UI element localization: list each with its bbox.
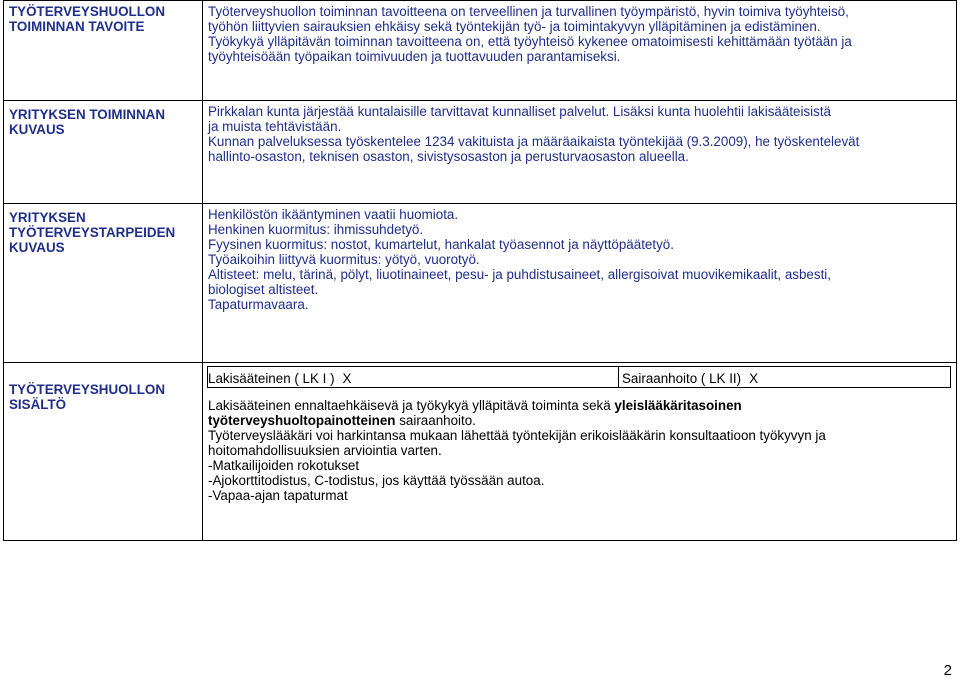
body-line: Työterveyshuollon toiminnan tavoitteena on terveellinen ja turvallinen työympäristö, hyvin toimiva työyhteisö, <box>208 4 849 19</box>
service-class-grid <box>207 366 951 388</box>
body-line: työhön liittyvien sairauksien ehkäisy sekä työntekijän työ- ja toimintakyvyn ylläpitäminen ja edistäminen. <box>208 19 821 34</box>
section-body <box>203 363 957 541</box>
heading-line: TOIMINNAN TAVOITE <box>9 19 145 34</box>
body-line: biologiset altisteet. <box>208 282 319 297</box>
section-body <box>203 1 957 101</box>
heading-line: SISÄLTÖ <box>9 397 67 412</box>
heading-line: KUVAUS <box>9 240 65 255</box>
body-line: Työkykyä ylläpitävän toiminnan tavoitteena on, että työyhteisö kykenee omatoimisesti kehittämään työtään ja <box>208 34 852 49</box>
body-line: Fyysinen kuormitus: nostot, kumartelut, hankalat työasennot ja näyttöpäätetyö. <box>208 237 674 252</box>
body-line: Pirkkalan kunta järjestää kuntalaisille tarvittavat kunnalliset palvelut. Lisäksi kunta huolehtii lakisääteisistä <box>208 104 831 119</box>
lk1-label: Lakisääteinen ( LK I ) <box>208 371 335 386</box>
body-line: Työterveyslääkäri voi harkintansa mukaan lähettää työntekijän erikoislääkärin konsultaatioon työkyvyn ja <box>208 428 826 443</box>
heading-line: TYÖTERVEYSHUOLLON <box>9 382 165 397</box>
body-line: ja muista tehtävistään. <box>208 119 342 134</box>
emphasis-text: yleislääkäritasoinen <box>614 398 742 413</box>
table-row <box>4 101 957 204</box>
body-line: Henkinen kuormitus: ihmissuhdetyö. <box>208 222 424 237</box>
body-text: Lakisääteinen ennaltaehkäisevä ja työkykyä ylläpitävä toiminta sekä <box>208 398 615 413</box>
lk2-cell <box>618 367 950 387</box>
heading-line: KUVAUS <box>9 122 65 137</box>
section-heading <box>4 204 203 363</box>
heading-line: YRITYKSEN TOIMINNAN <box>9 107 165 122</box>
body-line: -Ajokorttitodistus, C-todistus, jos käyttää työssään autoa. <box>208 473 545 488</box>
section-heading <box>4 101 203 204</box>
body-line: -Vapaa-ajan tapaturmat <box>208 488 348 503</box>
body-line: Henkilöstön ikääntyminen vaatii huomiota. <box>208 207 459 222</box>
section-body <box>203 101 957 204</box>
body-paragraph <box>208 413 950 428</box>
body-line: -Matkailijoiden rokotukset <box>208 458 360 473</box>
body-line: hoitomahdollisuuksien arviointia varten. <box>208 443 442 458</box>
body-line: Kunnan palveluksessa työskentelee 1234 vakituista ja määräaikaista työntekijää (9.3.2009), he työskentelevät <box>208 134 860 149</box>
body-paragraph <box>208 398 950 413</box>
heading-line: YRITYKSEN <box>9 210 86 225</box>
lk2-label: Sairaanhoito ( LK II) <box>622 371 742 386</box>
table-row <box>4 1 957 101</box>
section-heading <box>4 1 203 101</box>
heading-line: TYÖTERVEYSHUOLLON <box>9 4 165 19</box>
lk1-cell <box>208 367 618 387</box>
body-line: hallinto-osaston, teknisen osaston, sivistysosaston ja perusturvaosaston alueella. <box>208 149 689 164</box>
heading-line: TYÖTERVEYSTARPEIDEN <box>9 225 176 240</box>
emphasis-text: työterveyshuoltopainotteinen <box>208 413 396 428</box>
content-table <box>3 0 957 541</box>
page-number: 2 <box>943 662 952 679</box>
body-line: Työaikoihin liittyvä kuormitus: yötyö, vuorotyö. <box>208 252 480 267</box>
table-row <box>4 363 957 541</box>
body-line: Tapaturmavaara. <box>208 297 309 312</box>
section-body <box>203 204 957 363</box>
body-line: Altisteet: melu, tärinä, pölyt, liuotinaineet, pesu- ja puhdistusaineet, allergisoivat muovikemikaalit, asbesti, <box>208 267 831 282</box>
body-text: sairaanhoito. <box>395 413 476 428</box>
table-row <box>4 204 957 363</box>
body-line: työyhteisöään työpaikan toimivuuden ja tuottavuuden parantamiseksi. <box>208 49 621 64</box>
lk1-mark: X <box>342 371 352 386</box>
lk2-mark: X <box>749 371 759 386</box>
section-heading <box>4 363 203 541</box>
